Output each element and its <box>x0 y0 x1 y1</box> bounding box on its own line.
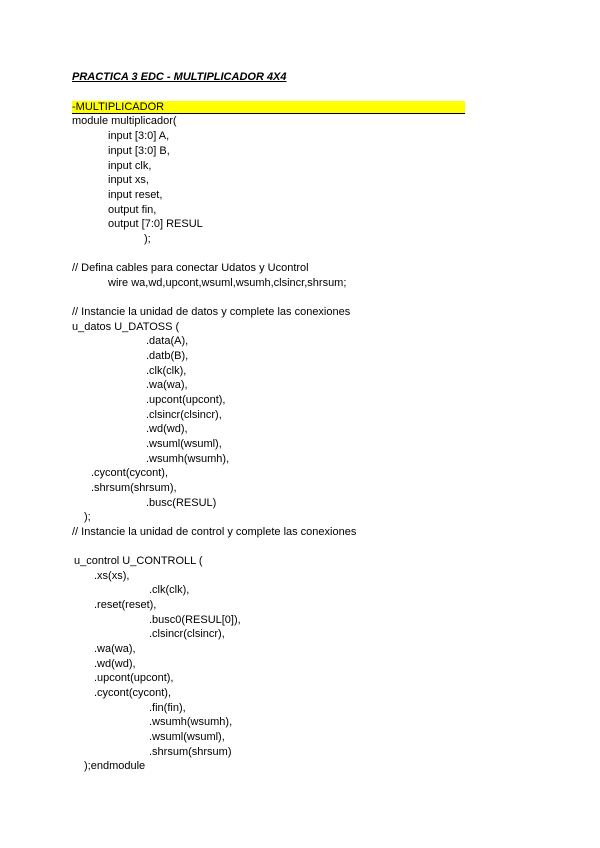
code-line: module multiplicador( <box>72 115 177 127</box>
code-line: .wa(wa), <box>94 643 136 655</box>
code-comment: // Defina cables para conectar Udatos y Ucontrol <box>72 262 309 274</box>
code-line: .wd(wd), <box>146 423 188 435</box>
code-line: input [3:0] A, <box>108 130 170 142</box>
code-line: .busc(RESUL) <box>146 497 217 509</box>
code-line: wire wa,wd,upcont,wsuml,wsumh,clsincr,shrsum; <box>108 277 347 289</box>
code-line: input xs, <box>108 174 149 186</box>
code-line: .wsumh(wsumh), <box>149 716 233 728</box>
code-line: .clk(clk), <box>146 365 187 377</box>
code-line: .busc0(RESUL[0]), <box>149 614 241 626</box>
code-line: .cycont(cycont), <box>91 467 169 479</box>
code-line: ); <box>144 233 151 245</box>
code-comment: // Instancie la unidad de control y complete las conexiones <box>72 526 357 538</box>
code-line: u_control U_CONTROLL ( <box>74 555 203 567</box>
code-line: .cycont(cycont), <box>94 687 172 699</box>
section-header-highlighted: -MULTIPLICADOR <box>72 101 465 114</box>
code-line: .upcont(upcont), <box>94 672 174 684</box>
code-comment: // Instancie la unidad de datos y complete las conexiones <box>72 306 351 318</box>
code-line: input clk, <box>108 160 152 172</box>
code-line: input reset, <box>108 189 163 201</box>
code-line: .clsincr(clsincr), <box>146 409 222 421</box>
code-line: .data(A), <box>146 335 189 347</box>
code-line: .wsumh(wsumh), <box>146 453 230 465</box>
code-line: .wd(wd), <box>94 658 136 670</box>
code-line: .clsincr(clsincr), <box>149 628 225 640</box>
code-line: .xs(xs), <box>94 570 130 582</box>
code-line: .wsuml(wsuml), <box>146 438 222 450</box>
code-line: output fin, <box>108 204 157 216</box>
code-line: .fin(fin), <box>149 702 186 714</box>
document-title: PRACTICA 3 EDC - MULTIPLICADOR 4X4 <box>72 71 287 83</box>
code-line: .datb(B), <box>146 350 189 362</box>
code-line: u_datos U_DATOSS ( <box>72 321 180 333</box>
code-line: .wa(wa), <box>146 379 188 391</box>
code-line: .wsuml(wsuml), <box>149 731 225 743</box>
code-line: ); <box>84 511 91 523</box>
code-line: .upcont(upcont), <box>146 394 226 406</box>
code-line: input [3:0] B, <box>108 145 170 157</box>
code-line: output [7:0] RESUL <box>108 218 203 230</box>
code-line: .clk(clk), <box>149 584 190 596</box>
code-line: .shrsum(shrsum), <box>91 482 177 494</box>
code-line: );endmodule <box>84 760 146 772</box>
code-line: .shrsum(shrsum) <box>149 746 232 758</box>
code-line: .reset(reset), <box>94 599 157 611</box>
